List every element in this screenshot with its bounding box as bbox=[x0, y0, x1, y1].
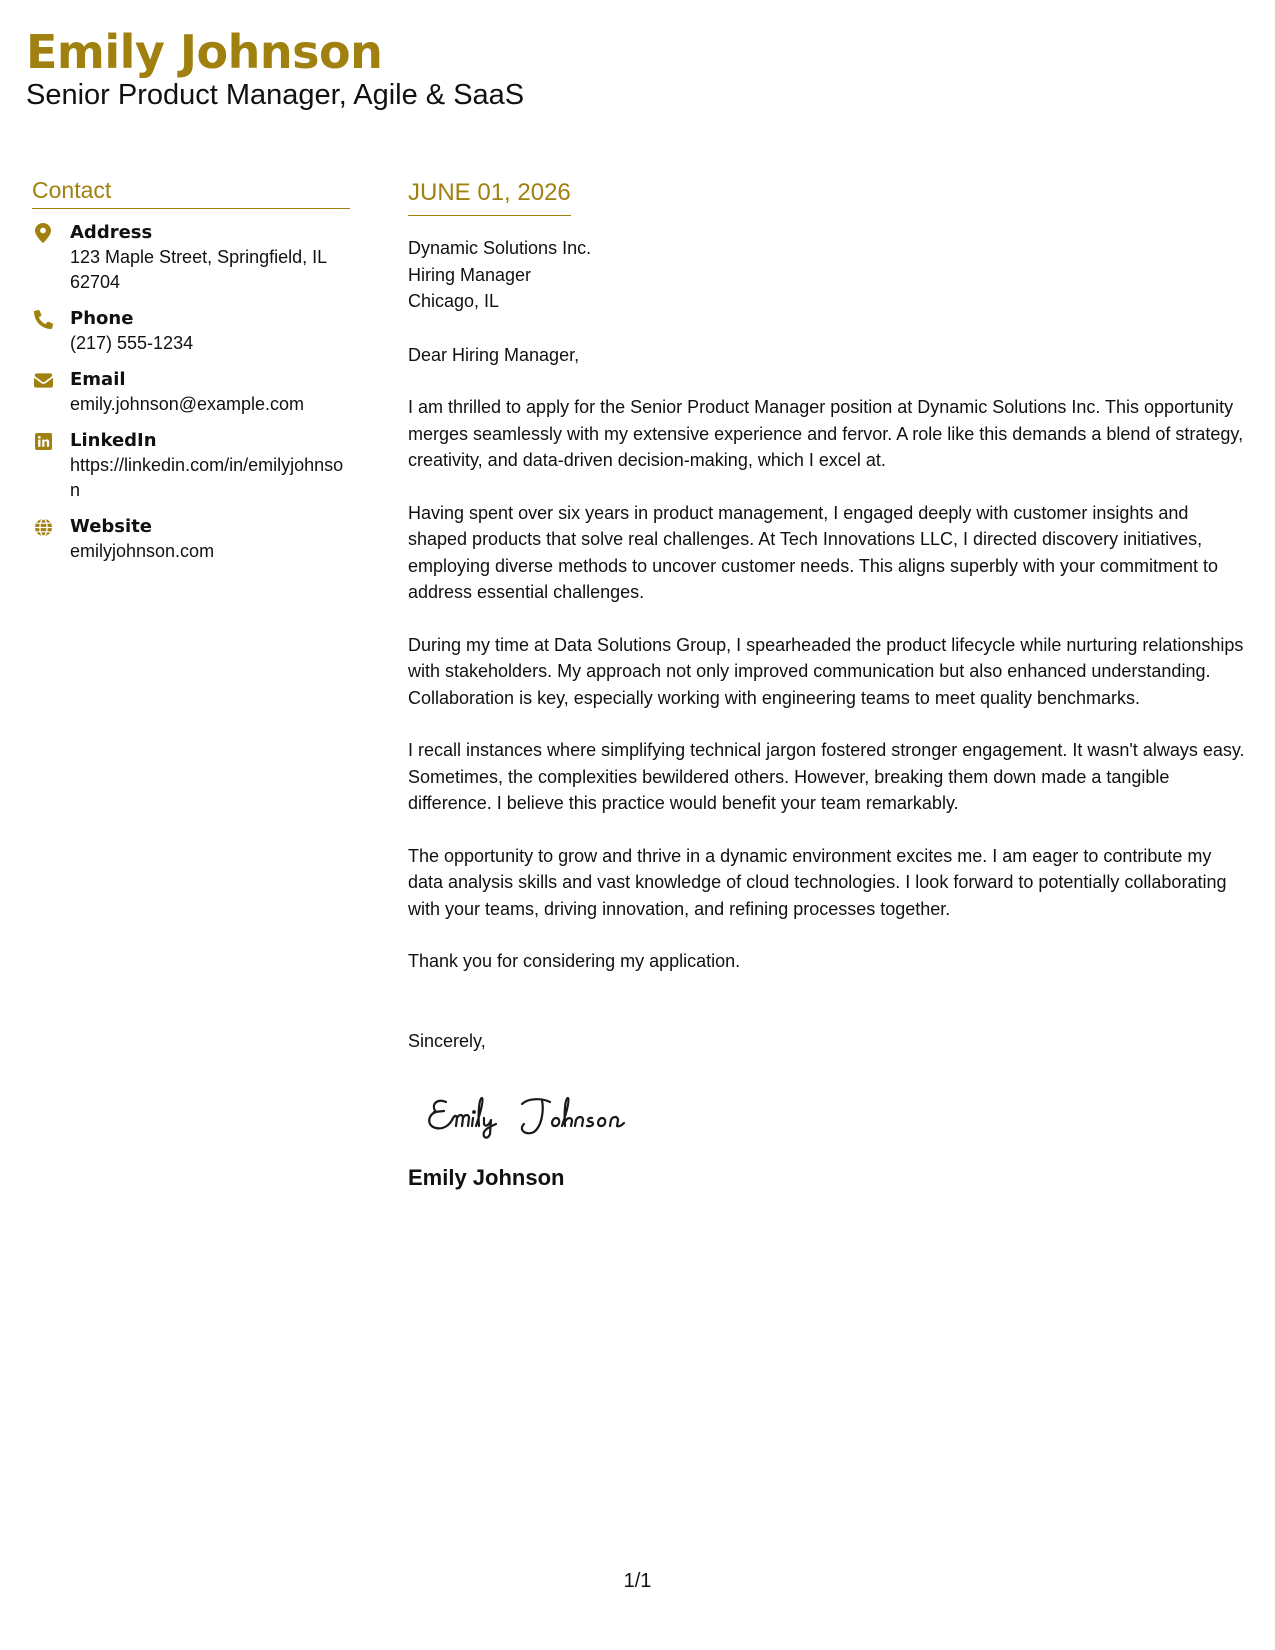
recipient-location: Chicago, IL bbox=[408, 291, 500, 311]
address-value: 123 Maple Street, Springfield, IL 62704 bbox=[70, 247, 327, 292]
contact-item-phone bbox=[32, 307, 350, 356]
website-value[interactable]: emilyjohnson.com bbox=[70, 541, 215, 561]
linkedin-value[interactable]: https://linkedin.com/in/emilyjohnson bbox=[70, 455, 344, 500]
paragraph: I am thrilled to apply for the Senior Product Manager position at Dynamic Solutions Inc. This opportunity merges seamlessly with my extensive experience and fervor. A role like this demands a blend of strategy, creativity, and data-driven decision-making, which I excel at. bbox=[408, 397, 1244, 470]
envelope-icon bbox=[33, 370, 53, 390]
applicant-name: Emily Johnson bbox=[26, 25, 383, 79]
linkedin-icon bbox=[33, 431, 53, 451]
paragraph: I recall instances where simplifying technical jargon fostered stronger engagement. It wasn't always easy. Sometimes, the complexities bewildered others. However, breaking them down made a tangible difference. I believe this practice would benefit your team remarkably. bbox=[408, 740, 1245, 813]
contact-label: LinkedIn bbox=[70, 430, 157, 451]
email-value[interactable]: emily.johnson@example.com bbox=[70, 394, 305, 414]
contact-label: Address bbox=[70, 222, 153, 243]
globe-icon bbox=[33, 517, 53, 537]
recipient-company: Dynamic Solutions Inc. bbox=[408, 238, 592, 258]
signed-name: Emily Johnson bbox=[408, 1165, 565, 1190]
greeting: Dear Hiring Manager, bbox=[408, 344, 580, 365]
contact-heading: Contact bbox=[32, 176, 350, 209]
contact-item-linkedin bbox=[32, 429, 350, 503]
letter-body bbox=[408, 178, 1246, 1192]
phone-value: (217) 555-1234 bbox=[70, 333, 194, 353]
signature-image bbox=[424, 1084, 664, 1144]
page-number: 1/1 bbox=[623, 1570, 652, 1592]
map-pin-icon bbox=[33, 223, 53, 243]
paragraph: The opportunity to grow and thrive in a dynamic environment excites me. I am eager to contribute my data analysis skills and vast knowledge of cloud technologies. I look forward to potentially collaborating with your teams, driving innovation, and refining processes together. bbox=[408, 845, 1227, 919]
contact-item-address bbox=[32, 221, 350, 295]
contact-item-email bbox=[32, 368, 350, 417]
applicant-title: Senior Product Manager, Agile & SaaS bbox=[26, 79, 525, 111]
recipient-block bbox=[408, 235, 1246, 315]
paragraph: During my time at Data Solutions Group, I spearheaded the product lifecycle while nurturing relationships with stakeholders. My approach not only improved communication but also enhanced understanding. Collaboration is key, especially working with engineering teams to meet quality benchmarks. bbox=[408, 634, 1244, 708]
paragraph: Having spent over six years in product management, I engaged deeply with customer insights and shaped products that solve real challenges. At Tech Innovations LLC, I directed discovery initiatives, employing diverse methods to uncover customer needs. This aligns superbly with your commitment to address essential challenges. bbox=[408, 502, 1219, 602]
contact-label: Phone bbox=[70, 308, 134, 329]
letter-date: JUNE 01, 2026 bbox=[408, 178, 571, 216]
contact-label: Email bbox=[70, 369, 126, 390]
paragraph: Thank you for considering my application. bbox=[408, 951, 741, 971]
contact-label: Website bbox=[70, 516, 153, 537]
contact-item-website bbox=[32, 515, 350, 564]
handwritten-signature bbox=[424, 1084, 1246, 1144]
closing: Sincerely, bbox=[408, 1030, 486, 1051]
contact-sidebar bbox=[32, 176, 350, 564]
letter-header bbox=[26, 24, 524, 114]
recipient-role: Hiring Manager bbox=[408, 264, 532, 285]
phone-icon bbox=[33, 309, 53, 329]
